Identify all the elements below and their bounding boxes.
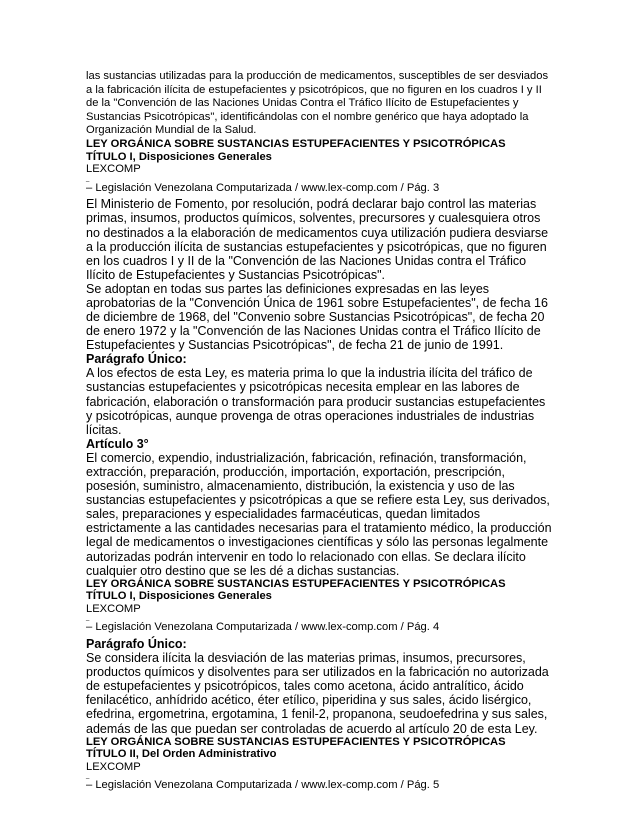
org-name: LEXCOMP <box>86 163 141 176</box>
law-title: LEY ORGÁNICA SOBRE SUSTANCIAS ESTUPEFACIENTES Y PSICOTRÓPICAS <box>86 735 506 748</box>
org-name: LEXCOMP <box>86 602 141 615</box>
paragraph-ministerio: El Ministerio de Fomento, por resolución, podrá declarar bajo control las materias primas, insumos, productos químicos, solventes, precursores y cualesquiera otros no destinados a la elaboración de medicamentos cuya utilización pudiera desviarse a la producción ilícita de sustancias estupefacientes y psicotrópicas, que no figuren en los cuadros I y II de la "Convención de las Naciones Unidas contra el Tráfico Ilícito de Estupefacientes y Sustancias Psicotrópicas". <box>86 197 549 282</box>
page-footer: – Legislación Venezolana Computarizada / www.lex-comp.com / Pág. 5 <box>86 779 440 792</box>
paragraph-intro: las sustancias utilizadas para la producción de medicamentos, susceptibles de ser desviados a la fabricación ilícita de estupefacientes y psicotrópicos, que no figuren en los cuadros I y II de la "Convención de las Naciones Unidas Contra el Tráfico Ilícito de Estupefacientes y Sustancias Psicotrópicas", identificándolas con el nombre genérico que haya adoptado la Organización Mundial de la Salud. <box>86 70 549 137</box>
section-title: TÍTULO I, Disposiciones Generales <box>86 150 272 163</box>
page-header-block-2 <box>86 578 552 634</box>
page-footer: – Legislación Venezolana Computarizada / www.lex-comp.com / Pág. 3 <box>86 181 440 194</box>
document-page <box>86 70 552 795</box>
paragraph-comercio: El comercio, expendio, industrialización, fabricación, refinación, transformación, extracción, preparación, producción, importación, exportación, prescripción, posesión, suministro, almacenamiento, distribución, la existencia y uso de las sustancias estupefacientes y psicotrópicas a que se refiere esta Ley, sus derivados, sales, preparaciones y especialidades farmacéuticas, quedan limitados estrictamente a las cantidades necesarias para el tratamiento médico, la producción legal de medicamentos o investigaciones científicas y sólo las personas legalmente autorizadas podrán intervenir en todo lo relacionado con ellas. Se declara ilícito cualquier otro destino que se les dé a dichas sustancias. <box>86 450 552 578</box>
heading-articulo-3: Artículo 3° <box>86 436 149 451</box>
org-name: LEXCOMP <box>86 760 141 773</box>
law-title: LEY ORGÁNICA SOBRE SUSTANCIAS ESTUPEFACIENTES Y PSICOTRÓPICAS <box>86 577 506 590</box>
page-header-block-3 <box>86 736 552 792</box>
section-title: TÍTULO II, Del Orden Administrativo <box>86 748 277 761</box>
page-header-block-1 <box>86 138 552 194</box>
paragraph-materia-prima: A los efectos de esta Ley, es materia prima lo que la industria ilícita del tráfico de sustancias estupefacientes y psicotrópicas necesita emplear en las labores de fabricación, elaboración o transformación para producir sustancias estupefacientes y psicotrópicas, aunque provenga de otras operaciones industriales de industrias lícitas. <box>86 366 546 437</box>
separator-mark: _ <box>86 773 90 780</box>
separator-mark: _ <box>86 615 90 622</box>
separator-mark: _ <box>86 175 90 182</box>
paragraph-desviacion: Se considera ilícita la desviación de las materias primas, insumos, precursores, productos químicos y disolventes para ser utilizados en la fabricación no autorizada de estupefacientes y psicotrópicos, tales como acetona, ácido antralítico, ácido fenilacético, anhídrido acético, éter etílico, piperidina y sus sales, ácido lisérgico, efedrina, ergometrina, ergotamina, 1 fenil-2, propanona, seudoefedrina y sus sales, además de las que puedan ser controladas de acuerdo al artículo 20 de esta Ley. <box>86 651 549 736</box>
heading-paragrafo-unico: Parágrafo Único: <box>86 352 187 367</box>
heading-paragrafo-unico: Parágrafo Único: <box>86 637 187 652</box>
paragraph-definiciones: Se adoptan en todas sus partes las definiciones expresadas en las leyes aprobatorias de la "Convención Única de 1961 sobre Estupefacientes", de fecha 16 de diciembre de 1968, del "Convenio sobre Sustancias Psicotrópicas", de fecha 20 de enero 1972 y la "Convención de las Naciones Unidas contra el Tráfico Ilícito de Estupefacientes y Sustancias Psicotrópicas", de fecha 21 de junio de 1991. <box>86 281 548 353</box>
law-title: LEY ORGÁNICA SOBRE SUSTANCIAS ESTUPEFACIENTES Y PSICOTRÓPICAS <box>86 137 506 150</box>
page-footer: – Legislación Venezolana Computarizada / www.lex-comp.com / Pág. 4 <box>86 621 440 634</box>
section-title: TÍTULO I, Disposiciones Generales <box>86 590 272 603</box>
